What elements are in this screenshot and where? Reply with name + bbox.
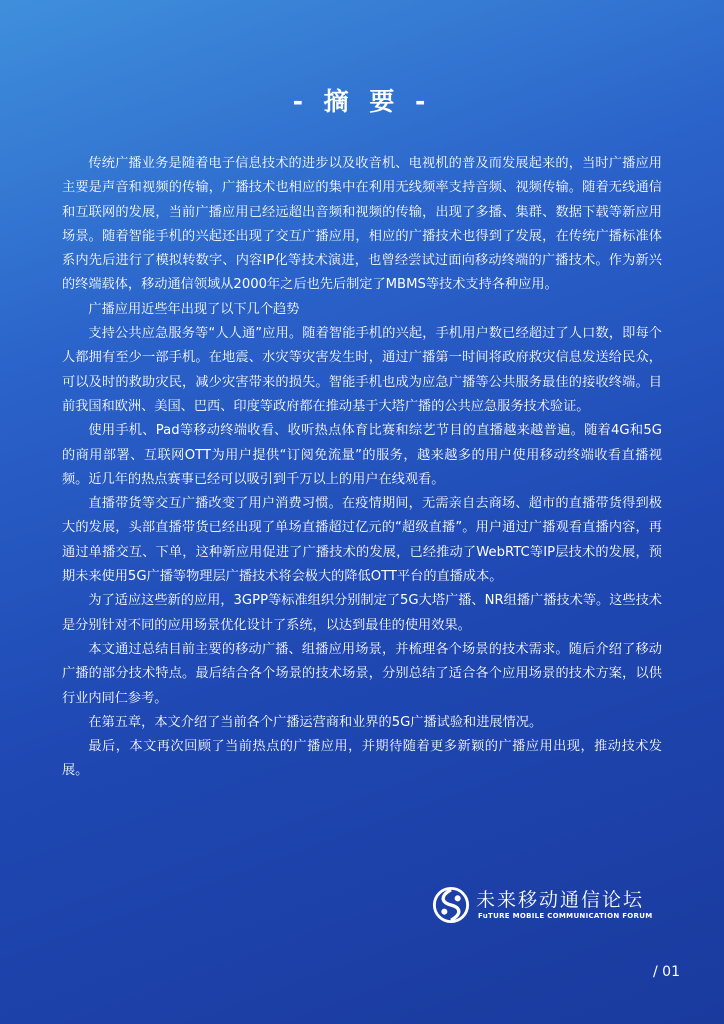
logo-name-cn: 未来移动通信论坛 <box>476 889 645 911</box>
forum-logo-icon <box>432 886 470 924</box>
paragraph: 直播带货等交互广播改变了用户消费习惯。在疫情期间，无需亲自去商场、超市的直播带货得到极大的发展，头部直播带货已经出现了单场直播超过亿元的“超级直播”。用户通过广播观看直播内容，再通过单播交互、下单，这种新应用促进了广播技术的发展，已经推动了WebRTC等IP层技术的发展，预期未来使用5G广播等物理层广播技术将会极大的降低OTT平台的直播成本。 <box>62 496 662 585</box>
abstract-body <box>62 152 662 784</box>
paragraph: 在第五章，本文介绍了当前各个广播运营商和业界的5G广播试验和进展情况。 <box>88 714 543 730</box>
paragraph: 为了适应这些新的应用，3GPP等标准组织分别制定了5G大塔广播、NR组播广播技术等。这些技术是分别针对不同的应用场景优化设计了系统，以达到最佳的使用效果。 <box>62 593 662 633</box>
paragraph: 最后，本文再次回顾了当前热点的广播应用，并期待随着更多新颖的广播应用出现，推动技术发展。 <box>62 739 662 779</box>
paragraph: 广播应用近些年出现了以下几个趋势 <box>88 301 300 317</box>
paragraph: 使用手机、Pad等移动终端收看、收听热点体育比赛和综艺节目的直播越来越普遍。随着4G和5G的商用部署、互联网OTT为用户提供“订阅免流量”的服务，越来越多的用户使用移动终端收看直播视频。近几年的热点赛事已经可以吸引到千万以上的用户在线观看。 <box>62 423 662 487</box>
paragraph: 本文通过总结目前主要的移动广播、组播应用场景，并梳理各个场景的技术需求。随后介绍了移动广播的部分技术特点。最后结合各个场景的技术场景，分别总结了适合各个应用场景的技术方案，以供行业内同仁参考。 <box>62 641 662 706</box>
forum-logo <box>432 884 682 928</box>
paragraph: 传统广播业务是随着电子信息技术的进步以及收音机、电视机的普及而发展起来的，当时广播应用主要是声音和视频的传输，广播技术也相应的集中在利用无线频率支持音频、视频传输。随着无线通信和互联网的发展，当前广播应用已经远超出音频和视频的传输，出现了多播、集群、数据下载等新应用场景。随着智能手机的兴起还出现了交互广播应用，相应的广播技术也得到了发展，在传统广播标准体系内先后进行了模拟转数字、内容IP化等技术演进，也曾经尝试过面向移动终端的广播技术。作为新兴的终端载体，移动通信领域从2000年之后也先后制定了MBMS等技术支持各种应用。 <box>62 156 662 293</box>
page-number: / 01 <box>653 964 680 980</box>
paragraph: 支持公共应急服务等“人人通”应用。随着智能手机的兴起，手机用户数已经超过了人口数，即每个人都拥有至少一部手机。在地震、水灾等灾害发生时，通过广播第一时间将政府救灾信息发送给民众，可以及时的救助灾民，减少灾害带来的损失。智能手机也成为应急广播等公共服务最佳的接收终端。目前我国和欧洲、美国、巴西、印度等政府都在推动基于大塔广播的公共应急服务技术验证。 <box>62 326 662 414</box>
logo-name-en: FuTURE MOBILE COMMUNICATION FORUM <box>478 912 653 920</box>
page-title: - 摘 要 - <box>292 87 432 116</box>
